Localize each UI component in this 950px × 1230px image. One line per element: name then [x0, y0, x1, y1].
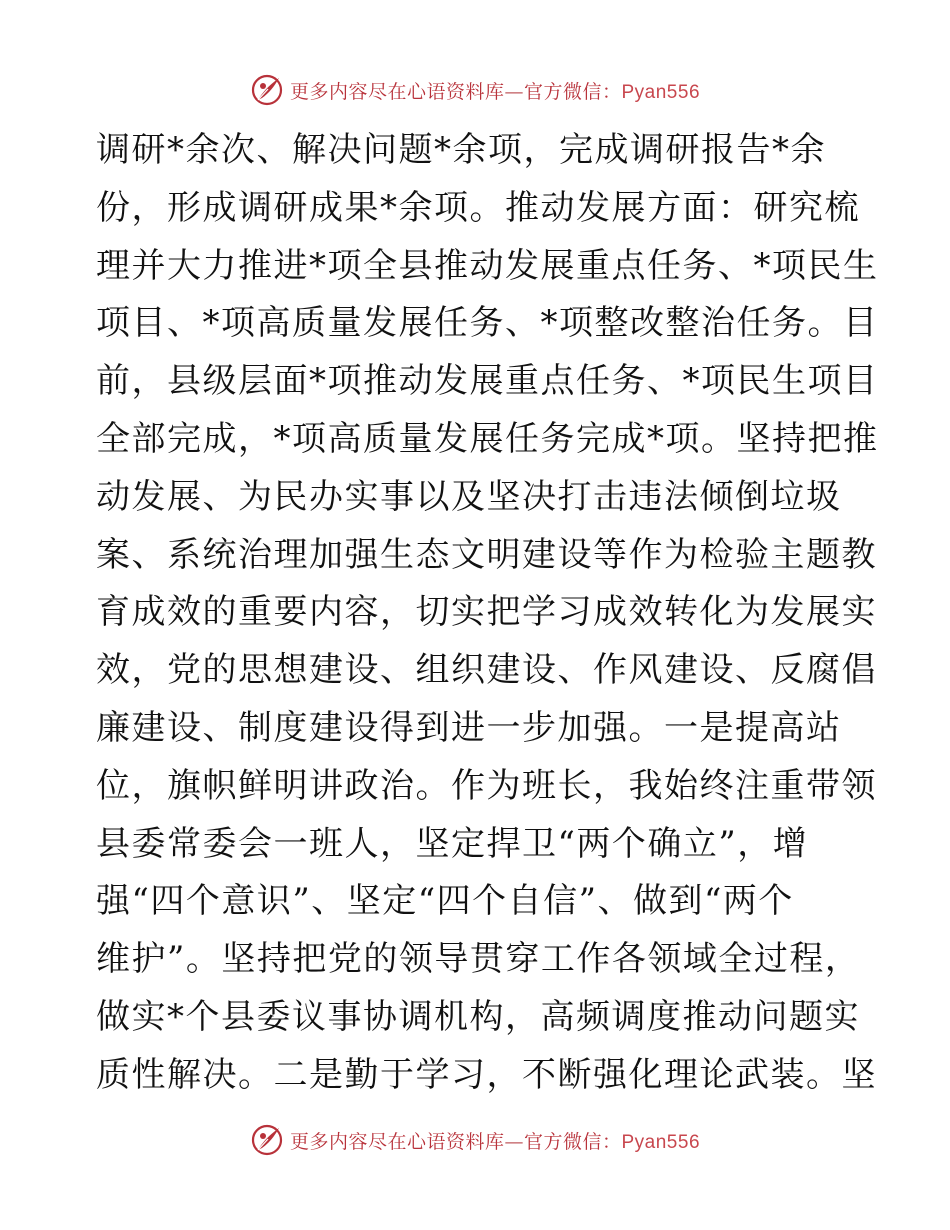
body-line: 理并大力推进*项全县推动发展重点任务、*项民生 [96, 245, 879, 286]
footer-slogan: 更多内容尽在心语资料库 [289, 1130, 505, 1153]
body-line: 育成效的重要内容，切实把学习成效转化为发展实 [96, 592, 877, 633]
body-line: 动发展、为民办实事以及坚决打击违法倾倒垃圾 [96, 476, 842, 517]
header-separator: — [504, 80, 524, 103]
header-banner-text [290, 77, 700, 104]
document-body [96, 122, 879, 1105]
body-line: 份，形成调研成果*余项。推动发展方面：研究梳 [96, 187, 860, 228]
body-line: 县委常委会一班人，坚定捍卫“两个确立”，增 [96, 823, 809, 864]
footer-separator: — [504, 1130, 524, 1153]
body-line: 效，党的思想建设、组织建设、作风建设、反腐倡 [96, 650, 877, 691]
body-line: 廉建设、制度建设得到进一步加强。一是提高站 [96, 707, 842, 748]
body-line: 项目、*项高质量发展任务、*项整改整治任务。目 [96, 303, 879, 344]
body-line: 案、系统治理加强生态文明建设等作为检验主题教 [96, 534, 877, 575]
body-line: 位，旗帜鲜明讲政治。作为班长，我始终注重带领 [96, 765, 877, 806]
footer-wechat-id: Pyan556 [621, 1131, 701, 1153]
footer-wechat-label: 官方微信： [523, 1130, 622, 1153]
header-banner [0, 70, 950, 110]
body-line: 做实*个县委议事协调机构，高频调度推动问题实 [96, 996, 860, 1037]
header-slogan: 更多内容尽在心语资料库 [289, 80, 505, 103]
header-wechat-label: 官方微信： [523, 80, 622, 103]
footer-banner-text [290, 1127, 700, 1154]
body-line: 全部完成，*项高质量发展任务完成*项。坚持把推 [96, 418, 879, 459]
footer-banner [0, 1120, 950, 1160]
feather-pen-logo-icon [250, 1123, 284, 1157]
feather-pen-logo-icon [250, 73, 284, 107]
body-line: 调研*余次、解决问题*余项，完成调研报告*余 [96, 130, 826, 170]
body-line: 强“四个意识”、坚定“四个自信”、做到“两个 [96, 881, 794, 922]
header-wechat-id: Pyan556 [621, 81, 701, 103]
body-line: 质性解决。二是勤于学习，不断强化理论武装。坚 [96, 1054, 877, 1095]
body-line: 维护”。坚持把党的领导贯穿工作各领域全过程， [96, 939, 861, 980]
body-line: 前，县级层面*项推动发展重点任务、*项民生项目 [96, 361, 879, 402]
